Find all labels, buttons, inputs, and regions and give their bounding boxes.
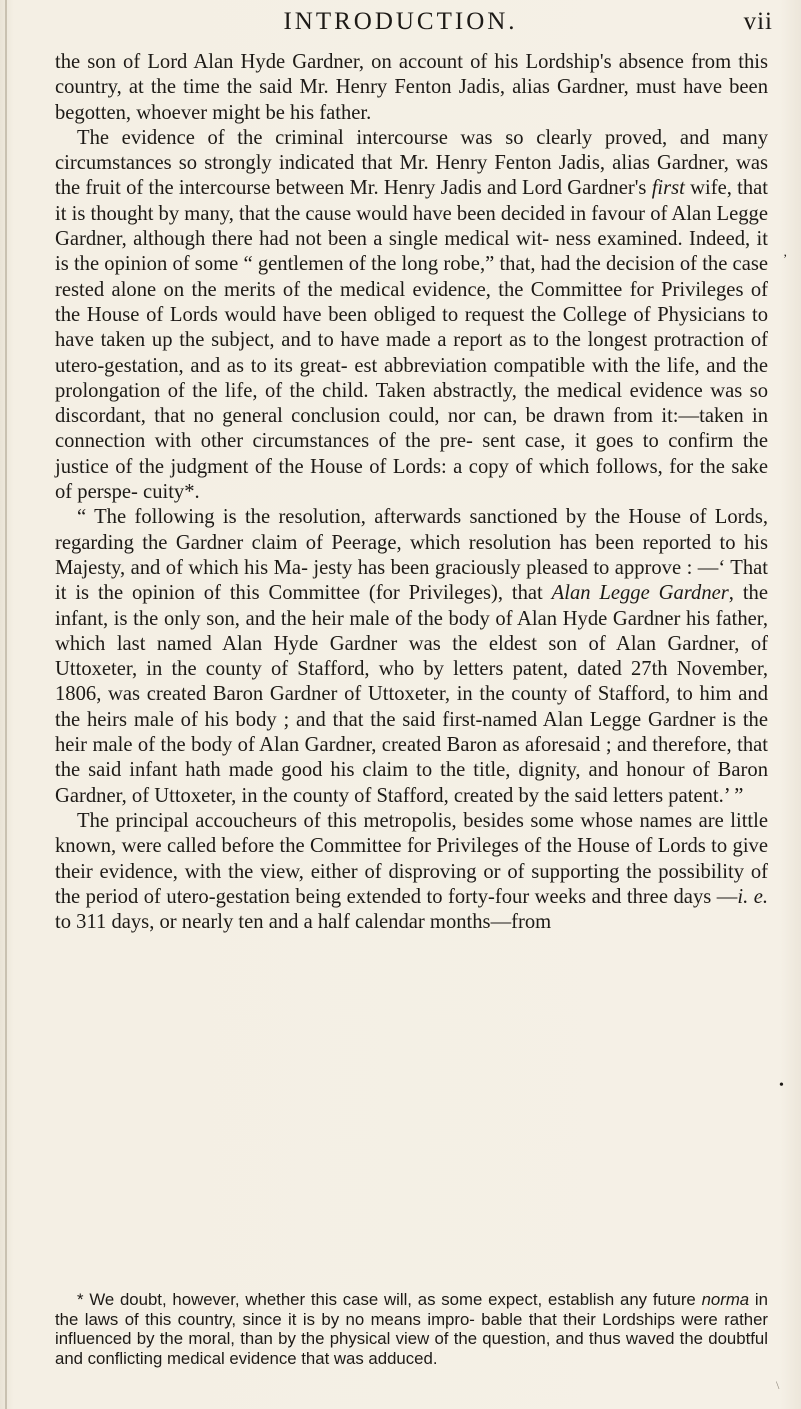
paragraph-1-text: the son of Lord Alan Hyde Gardner, on account of his Lordship's absence from this country, at the time the said Mr. Henry Fenton Jadis, alias Gardner, must have been begotten, whoever might be his father. (55, 51, 768, 124)
running-head: INTRODUCTION. (283, 8, 518, 35)
bottom-speck-mark: \ (776, 1378, 780, 1392)
paragraph-4-text-a: The principal accoucheurs of this metropolis, besides some whose names are little known, were called before the Committee for Privileges of the House of Lords to give their evidence, with the view, either of disproving or of supporting the possibility of the period of utero-gestation being extended to forty-four weeks and three days — (55, 809, 768, 908)
paragraph-2-text-b: wife, that it is thought by many, that the cause would have been decided in favour of Alan Legge Gardner, although there had not been a single medical wit- ness examined. Indeed, it is the opinion of some “ gentlemen of the long robe,” that, had the decision of the case rested alone on the merits of the medical evidence, the Committee for Privileges of the House of Lords would have been obliged to request the College of Physicians to have taken up the subject, and to have made a report as to the longest protraction of utero-gestation, and as to its great- est abbreviation compatible with the life, and the prolongation of the life, of the child. Taken abstractly, the medical evidence was so discordant, that no general conclusion could, nor can, be drawn from it:—taken in connection with other circumstances of the pre- sent case, it goes to confirm the justice of the judgment of the House of Lords: a copy of which follows, for the sake of perspe- cuity*. (55, 177, 768, 504)
footnote-text-b: in the laws of this country, since it is by no means impro- bable that their Lordships were rather influenced by the moral, than by the physical view of the question, and thus waved the doubtful and conflicting medical evidence that was adduced. (55, 1290, 768, 1368)
footnote-italic: norma (701, 1290, 750, 1309)
paragraph-2-text-a: The evidence of the criminal intercourse was so clearly proved, and many circumstances so strongly indicated that Mr. Henry Fenton Jadis, alias Gardner, was the fruit of the intercourse between Mr. Henry Jadis and Lord Gardner's (55, 126, 768, 200)
paragraph-3-text-a: “ The following is the resolution, afterwards sanctioned by the House of Lords, regarding the Gardner claim of Peerage, which resolution has been reported to his Majesty, and of which his Ma- jesty has been graciously pleased to approve : —‘ That it is the opinion of this Committee (for Privileges), that (55, 506, 768, 605)
paragraph-1 (55, 50, 768, 126)
footnote-paragraph (55, 1290, 768, 1368)
page-header (0, 8, 801, 42)
footnote-text-a: * We doubt, however, whether this case will, as some expect, establish any future (77, 1290, 702, 1309)
page-number: vii (743, 8, 773, 35)
margin-tick-mark: ‚ (783, 244, 788, 259)
page-spine-edge (5, 0, 7, 1409)
paragraph-4 (55, 809, 768, 935)
paragraph-3-text-b: , the infant, is the only son, and the heir male of the body of Alan Hyde Gardner his father, which last named Alan Hyde Gardner was the eldest son of Alan Gardner, of Uttoxeter, in the county of Stafford, who by letters patent, dated 27th November, 1806, was created Baron Gardner of Uttoxeter, in the county of Stafford, to him and the heirs male of his body ; and that the said first-named Alan Legge Gardner is the heir male of the body of Alan Gardner, created Baron as aforesaid ; and therefore, that the said infant hath made good his claim to the title, dignity, and honour of Baron Gardner, of Uttoxeter, in the county of Stafford, created by the said letters patent.’ ” (55, 582, 768, 807)
paragraph-3 (55, 505, 768, 809)
main-text (55, 50, 768, 935)
paragraph-2-italic: first (651, 177, 685, 200)
paragraph-3-italic: Alan Legge Gardner (551, 582, 729, 605)
paragraph-4-italic: i. e. (737, 885, 768, 908)
paragraph-4-text-b: to 311 days, or nearly ten and a half calendar months—from (55, 911, 552, 934)
paragraph-2 (55, 126, 768, 505)
footnote (55, 1290, 768, 1368)
margin-bullet-mark: • (779, 1078, 784, 1093)
